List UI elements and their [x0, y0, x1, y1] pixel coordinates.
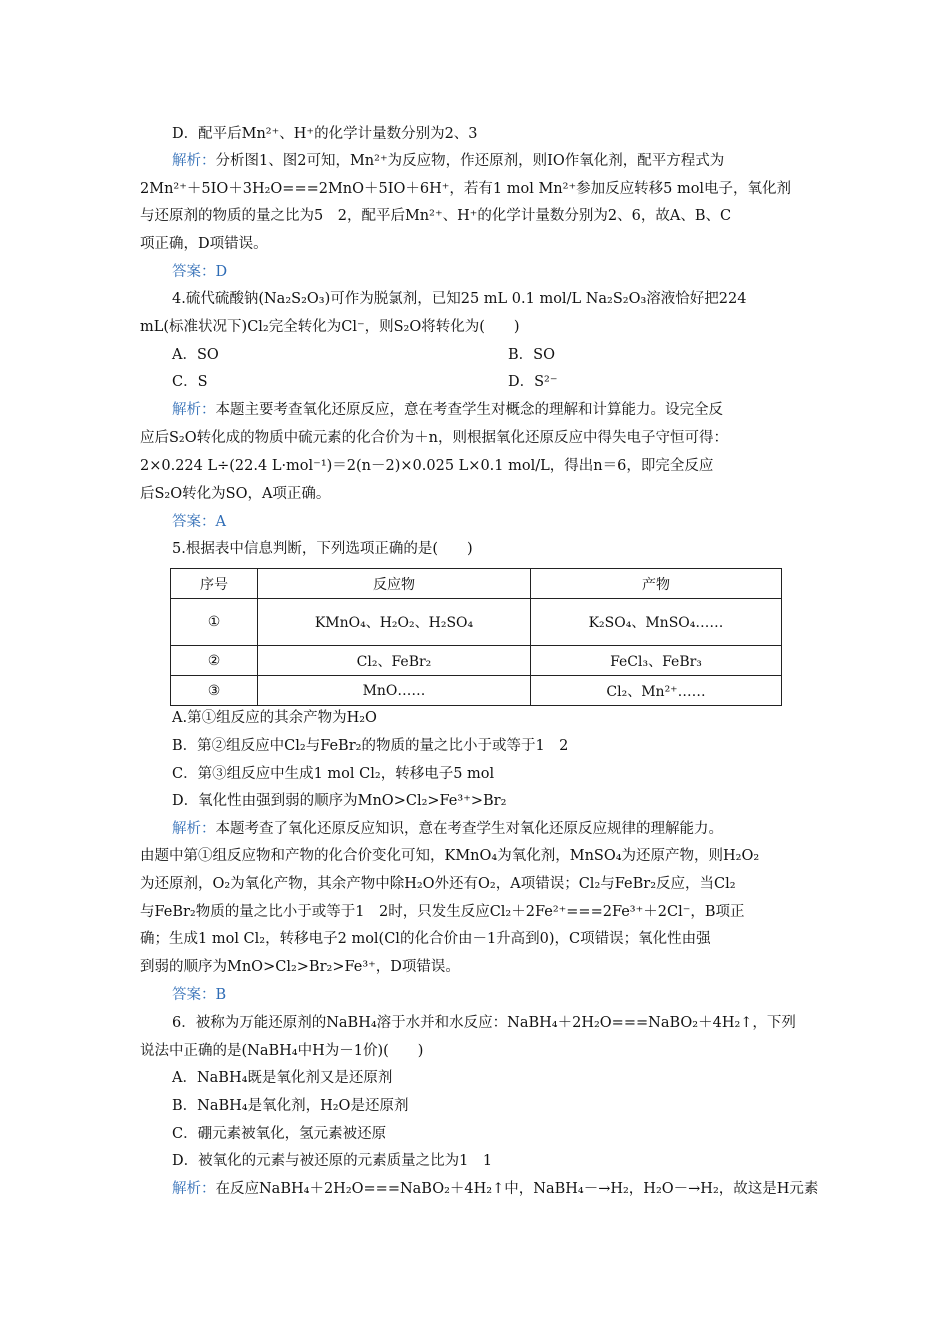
- table-cell: Cl₂、Mn²⁺……: [531, 676, 782, 706]
- q6-stem-line-1: 6．被称为万能还原剂的NaBH₄溶于水并和水反应：NaBH₄＋2H₂O===NaBO₂＋4H₂↑，下列: [172, 1015, 796, 1031]
- q3-analysis-line-2: 2Mn²⁺＋5IO＋3H₂O===2MnO＋5IO＋6H⁺，若有1 mol Mn²⁺参加反应转移5 mol电子，氧化剂: [140, 181, 792, 197]
- q4-options-row-1: [172, 345, 842, 365]
- q3-answer: 答案：D: [172, 264, 228, 280]
- q6-option-a: A．NaBH₄既是氧化剂又是还原剂: [172, 1070, 393, 1086]
- table-row: [171, 676, 782, 706]
- reaction-table: [170, 568, 782, 706]
- table-cell: KMnO₄、H₂O₂、H₂SO₄: [258, 599, 531, 646]
- q3-analysis-line-4: 项正确，D项错误。: [140, 236, 268, 252]
- q4-option-d: D．S²⁻: [508, 374, 558, 390]
- table-cell: Cl₂、FeBr₂: [258, 646, 531, 676]
- table-header-cell: 序号: [171, 569, 258, 599]
- q6-option-d: D．被氧化的元素与被还原的元素质量之比为1 1: [172, 1153, 493, 1169]
- q4-option-c: C．S: [172, 374, 208, 390]
- q5-option-d: D．氧化性由强到弱的顺序为MnO>Cl₂>Fe³⁺>Br₂: [172, 793, 507, 809]
- table-header-cell: 反应物: [258, 569, 531, 599]
- table-header-row: [171, 569, 782, 599]
- q4-stem-line-1: 4.硫代硫酸钠(Na₂S₂O₃)可作为脱氯剂，已知25 mL 0.1 mol/L Na₂S₂O₃溶液恰好把224: [172, 291, 747, 307]
- analysis-label: 解析：: [172, 402, 216, 418]
- q5-option-c: C．第③组反应中生成1 mol Cl₂，转移电子5 mol: [172, 766, 495, 782]
- q5-stem: 5.根据表中信息判断，下列选项正确的是( ): [172, 541, 473, 557]
- analysis-label: 解析：: [172, 1181, 216, 1197]
- q3-analysis-line-3: 与还原剂的物质的量之比为5 2，配平后Mn²⁺、H⁺的化学计量数分别为2、6，故A、B、C: [140, 208, 732, 224]
- q3-option-d: D．配平后Mn²⁺、H⁺的化学计量数分别为2、3: [172, 126, 478, 142]
- q3-analysis-line-1: 解析：分析图1、图2可知，Mn²⁺为反应物，作还原剂，则IO作氧化剂，配平方程式为: [172, 153, 725, 169]
- q6-stem-line-2: 说法中正确的是(NaBH₄中H为－1价)( ): [140, 1043, 424, 1059]
- analysis-label: 解析：: [172, 153, 216, 169]
- q4-answer: 答案：A: [172, 514, 226, 530]
- table-cell: ③: [171, 676, 258, 706]
- q4-analysis-line-2: 应后S₂O转化成的物质中硫元素的化合价为＋n，则根据氧化还原反应中得失电子守恒可得：: [140, 430, 728, 446]
- table-cell: FeCl₃、FeBr₃: [531, 646, 782, 676]
- table-row: [171, 646, 782, 676]
- table-row: [171, 599, 782, 646]
- q4-option-b: B．SO: [508, 347, 555, 363]
- q5-option-a: A.第①组反应的其余产物为H₂O: [172, 710, 377, 726]
- q5-analysis-line-1: 解析：本题考查了氧化还原反应知识，意在考查学生对氧化还原反应规律的理解能力。: [172, 821, 723, 837]
- q6-analysis-line-1: 解析：在反应NaBH₄＋2H₂O===NaBO₂＋4H₂↑中，NaBH₄－→H₂，H₂O－→H₂，故这是H元素: [172, 1181, 819, 1197]
- q5-answer: 答案：B: [172, 987, 227, 1003]
- q5-analysis-line-6: 到弱的顺序为MnO>Cl₂>Br₂>Fe³⁺，D项错误。: [140, 959, 460, 975]
- q5-analysis-line-3: 为还原剂，O₂为氧化产物，其余产物中除H₂O外还有O₂，A项错误；Cl₂与FeBr₂反应，当Cl₂: [140, 876, 736, 892]
- q6-option-c: C．硼元素被氧化，氢元素被还原: [172, 1126, 387, 1142]
- table-cell: ②: [171, 646, 258, 676]
- q5-analysis-line-5: 确；生成1 mol Cl₂，转移电子2 mol(Cl的化合价由－1升高到0)，C项错误；氧化性由强: [140, 931, 711, 947]
- q4-analysis-line-4: 后S₂O转化为SO，A项正确。: [140, 486, 331, 502]
- table-cell: MnO……: [258, 676, 531, 706]
- q5-analysis-line-2: 由题中第①组反应物和产物的化合价变化可知，KMnO₄为氧化剂，MnSO₄为还原产物，则H₂O₂: [140, 848, 760, 864]
- q4-analysis-line-1: 解析：本题主要考查氧化还原反应，意在考查学生对概念的理解和计算能力。设完全反: [172, 402, 723, 418]
- q4-options-row-2: [172, 372, 842, 392]
- table-cell: K₂SO₄、MnSO₄……: [531, 599, 782, 646]
- q5-option-b: B．第②组反应中Cl₂与FeBr₂的物质的量之比小于或等于1 2: [172, 738, 569, 754]
- q6-option-b: B．NaBH₄是氧化剂，H₂O是还原剂: [172, 1098, 409, 1114]
- table-cell: ①: [171, 599, 258, 646]
- analysis-label: 解析：: [172, 821, 216, 837]
- q4-analysis-line-3: 2×0.224 L÷(22.4 L·mol⁻¹)＝2(n－2)×0.025 L×0.1 mol/L，得出n＝6，即完全反应: [140, 458, 714, 474]
- table-header-cell: 产物: [531, 569, 782, 599]
- q5-analysis-line-4: 与FeBr₂物质的量之比小于或等于1 2时，只发生反应Cl₂＋2Fe²⁺===2Fe³⁺＋2Cl⁻，B项正: [140, 904, 745, 920]
- q4-stem-line-2: mL(标准状况下)Cl₂完全转化为Cl⁻，则S₂O将转化为( ): [140, 319, 520, 335]
- q4-option-a: A．SO: [172, 347, 219, 363]
